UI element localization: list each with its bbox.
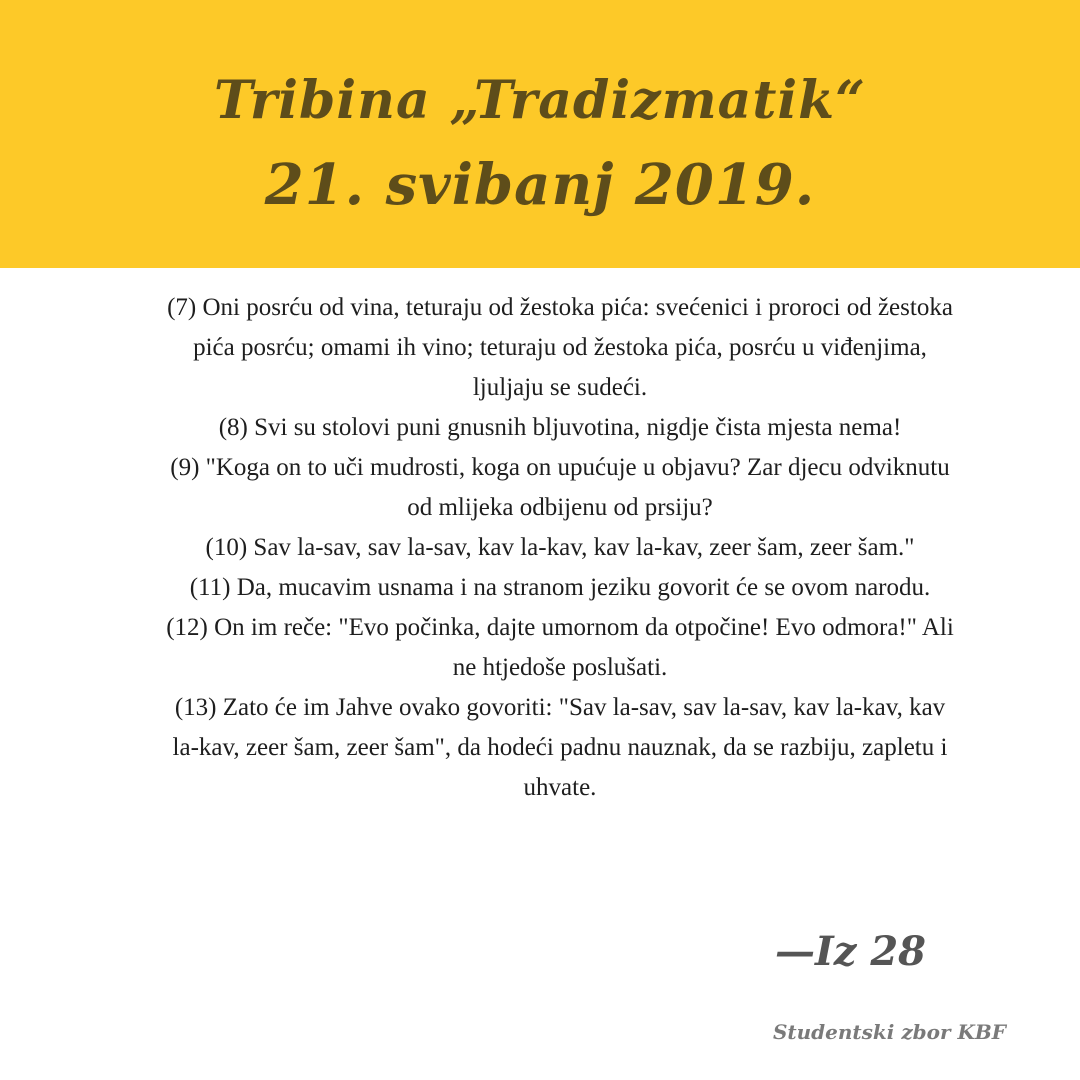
event-date: 21. svibanj 2019. (264, 152, 816, 218)
verse-11: (11) Da, mucavim usnama i na stranom jeziku govorit će se ovom narodu. (189, 574, 931, 601)
header-banner (0, 0, 1080, 268)
event-title: Tribina „Tradizmatik“ (213, 70, 867, 131)
verse-10: (10) Sav la-sav, sav la-sav, kav la-kav, kav la-kav, zeer šam, zeer šam." (205, 534, 915, 561)
verse-13: (13) Zato će im Jahve ovako govoriti: "Sav la-sav, sav la-sav, kav la-kav, kav la-kav, zeer šam, zeer šam", da hodeći padnu nauznak, da se razbiju, zapletu i uhvate. (172, 694, 948, 801)
scripture-reference: —Iz 28 (774, 928, 926, 975)
scripture-text (160, 288, 960, 808)
organizer-signature: Studentski zbor KBF (772, 1020, 1006, 1044)
verse-12: (12) On im reče: "Evo počinka, dajte umornom da otpočine! Evo odmora!" Ali ne htjedoše poslušati. (166, 614, 954, 681)
verse-8: (8) Svi su stolovi puni gnusnih bljuvotina, nigdje čista mjesta nema! (218, 414, 902, 441)
verse-7: (7) Oni posrću od vina, teturaju od žestoka pića: svećenici i proroci od žestoka pića posrću; omami ih vino; teturaju od žestoka pića, posrću u viđenjima, ljuljaju se sudeći. (167, 294, 953, 401)
verse-9: (9) "Koga on to uči mudrosti, koga on upućuje u objavu? Zar djecu odviknutu od mlijeka odbijenu od prsiju? (170, 454, 950, 521)
